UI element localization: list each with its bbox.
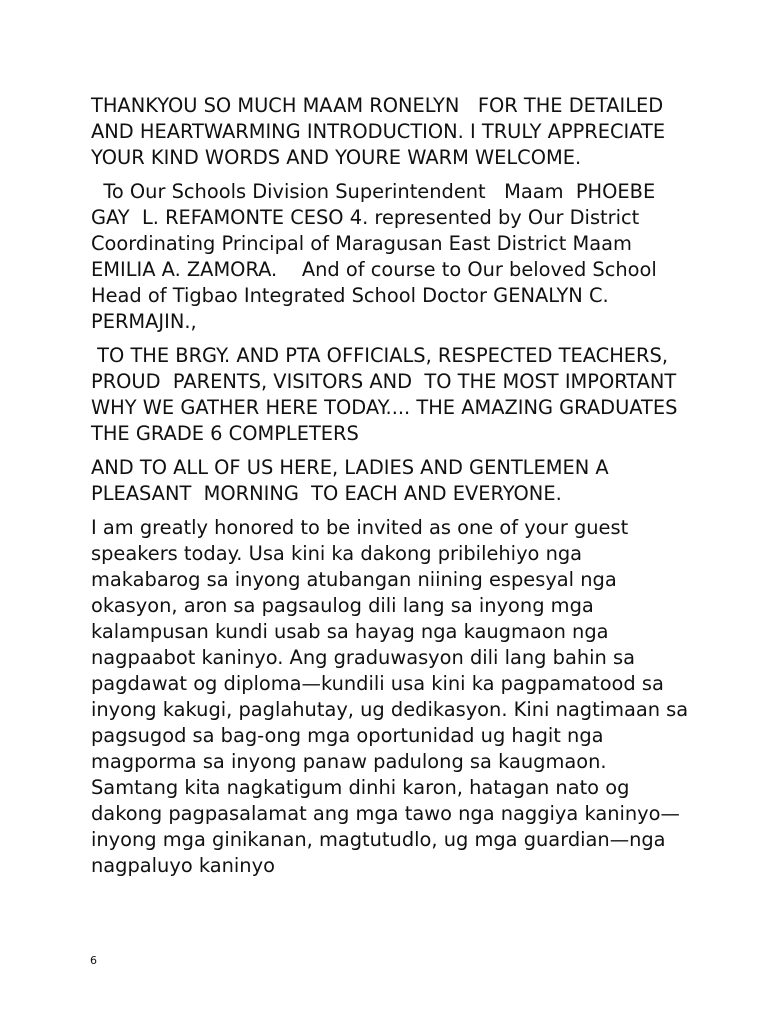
paragraph-dignitaries: To Our Schools Division Superintendent Maam PHOEBE GAY L. REFAMONTE CESO 4. represented by Our District Coordinating Principal of Maragusan East District Maam EMILIA A. ZAMORA. And of course to Our beloved School Head of Tigbao Integrated School Doctor GENALYN C. PERMAJIN., xyxy=(91,180,663,333)
paragraph-greeting: AND TO ALL OF US HERE, LADIES AND GENTLEMEN A PLEASANT MORNING TO EACH AND EVERYONE. xyxy=(91,456,615,505)
paragraph-speech: I am greatly honored to be invited as one of your guest speakers today. Usa kini ka dakong pribilehiyo nga makabarog sa inyong atubangan niining espesyal nga okasyon, aron sa pagsaulog dili lang sa inyong mga kalampusan kundi usab sa hayag nga kaugmaon nga nagpaabot kaninyo. Ang graduwasyon dili lang bahin sa pagdawat og diploma—kundili usa kini ka pagpamatood sa inyong kakugi, paglahutay, ug dedikasyon. Kini nagtimaan sa pagsugod sa bag-ong mga oportunidad ug hagit nga magporma sa inyong panaw padulong sa kaugmaon. Samtang kita nagkatigum dinhi karon, hatagan nato og dakong pagpasalamat ang mga tawo nga naggiya kaninyo—inyong mga ginikanan, magtutudlo, ug mga guardian—nga nagpaluyo kaninyo xyxy=(91,516,695,877)
speech-body xyxy=(91,93,695,887)
paragraph-thank-you: THANKYOU SO MUCH MAAM RONELYN FOR THE DETAILED AND HEARTWARMING INTRODUCTION. I TRULY APPRECIATE YOUR KIND WORDS AND YOURE WARM WELCOME. xyxy=(91,94,678,169)
page-number: 6 xyxy=(90,954,97,967)
paragraph-officials: TO THE BRGY. AND PTA OFFICIALS, RESPECTED TEACHERS, PROUD PARENTS, VISITORS AND TO THE MOST IMPORTANT WHY WE GATHER HERE TODAY.... THE AMAZING GRADUATES THE GRADE 6 COMPLETERS xyxy=(91,344,689,445)
